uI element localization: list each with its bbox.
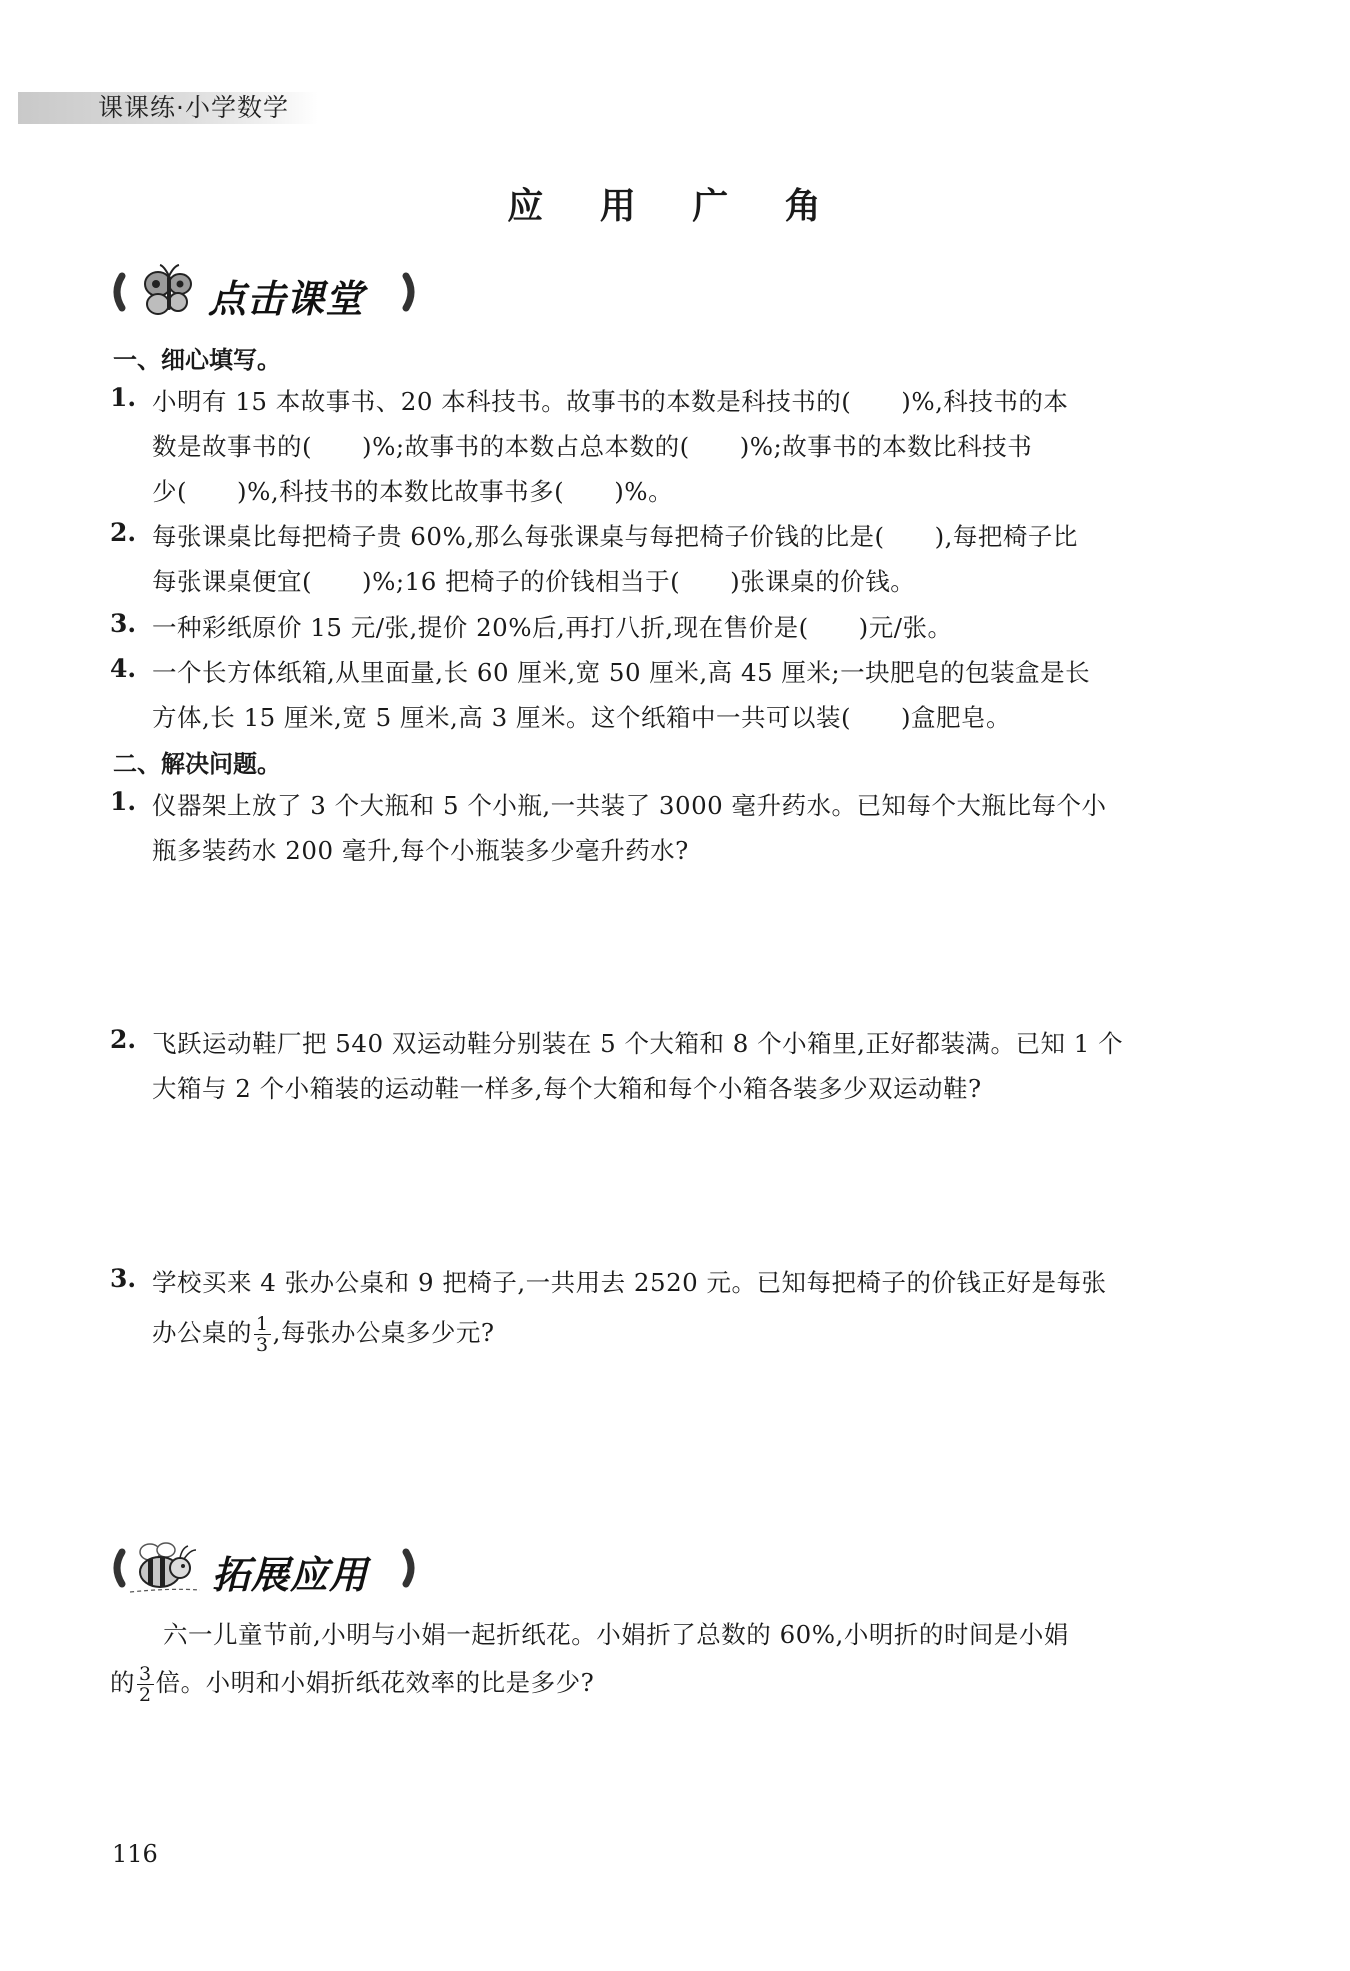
- fraction-denominator: 2: [139, 1684, 152, 1706]
- fraction-denominator: 3: [256, 1334, 269, 1356]
- problem-line: 小明有 15 本故事书、20 本科技书。故事书的本数是科技书的( )%,科技书的本: [152, 387, 1069, 416]
- problem-number: 1.: [110, 383, 137, 412]
- fraction-three-halves: [137, 1664, 154, 1705]
- problem-line: 每张课桌比每把椅子贵 60%,那么每张课桌与每把椅子价钱的比是( ),每把椅子比: [152, 522, 1078, 551]
- text-after-fraction: ,每张办公桌多少元?: [272, 1318, 495, 1347]
- problem-line: 学校买来 4 张办公桌和 9 把椅子,一共用去 2520 元。已知每把椅子的价钱正好是每张: [152, 1268, 1107, 1297]
- problem-line: 一个长方体纸箱,从里面量,长 60 厘米,宽 50 厘米,高 45 厘米;一块肥皂的包装盒是长: [152, 658, 1091, 687]
- problem-line-with-fraction: [152, 1314, 495, 1355]
- page-number: 116: [112, 1840, 158, 1868]
- series-title: 课课练·小学数学: [98, 93, 289, 122]
- text-before-fraction: 的: [110, 1668, 135, 1697]
- banner-click-class-label: 点击课堂: [208, 277, 365, 321]
- problem-line: 飞跃运动鞋厂把 540 双运动鞋分别装在 5 个大箱和 8 个小箱里,正好都装满。已知 1 个: [152, 1029, 1124, 1058]
- problem-line: 每张课桌便宜( )%;16 把椅子的价钱相当于( )张课桌的价钱。: [152, 567, 916, 596]
- fraction-numerator: 3: [139, 1663, 152, 1685]
- problem-line: 少( )%,科技书的本数比故事书多( )%。: [152, 477, 674, 506]
- problem-number: 2.: [110, 518, 137, 547]
- text-after-fraction: 倍。小明和小娟折纸花效率的比是多少?: [155, 1668, 595, 1697]
- extension-line-2: [110, 1664, 594, 1705]
- problem-line: 瓶多装药水 200 毫升,每个小瓶装多少毫升药水?: [152, 836, 689, 865]
- text-before-fraction: 办公桌的: [152, 1318, 252, 1347]
- problem-line: 数是故事书的( )%;故事书的本数占总本数的( )%;故事书的本数比科技书: [152, 432, 1033, 461]
- fraction-numerator: 1: [256, 1313, 269, 1335]
- section-heading-solve: 二、解决问题。: [113, 750, 281, 778]
- problem-line: 方体,长 15 厘米,宽 5 厘米,高 3 厘米。这个纸箱中一共可以装( )盒肥皂。: [152, 703, 1012, 732]
- problem-line: 仪器架上放了 3 个大瓶和 5 个小瓶,一共装了 3000 毫升药水。已知每个大瓶比每个小: [152, 791, 1107, 820]
- problem-number: 3.: [110, 1264, 137, 1293]
- fraction-one-third: [254, 1314, 271, 1355]
- problem-number: 3.: [110, 609, 137, 638]
- banner-click-class: [110, 262, 420, 322]
- banner-extend-apply: [110, 1538, 420, 1598]
- problem-line: 一种彩纸原价 15 元/张,提价 20%后,再打八折,现在售价是( )元/张。: [152, 613, 953, 642]
- problem-number: 2.: [110, 1025, 137, 1054]
- extension-line-1: 六一儿童节前,小明与小娟一起折纸花。小娟折了总数的 60%,小明折的时间是小娟: [163, 1620, 1069, 1649]
- page-title: 应 用 广 角: [507, 186, 843, 227]
- banner-extend-apply-label: 拓展应用: [212, 1553, 369, 1597]
- problem-number: 1.: [110, 787, 137, 816]
- problem-number: 4.: [110, 654, 137, 683]
- problem-line: 大箱与 2 个小箱装的运动鞋一样多,每个大箱和每个小箱各装多少双运动鞋?: [152, 1074, 982, 1103]
- section-heading-fill-in: 一、细心填写。: [113, 346, 281, 374]
